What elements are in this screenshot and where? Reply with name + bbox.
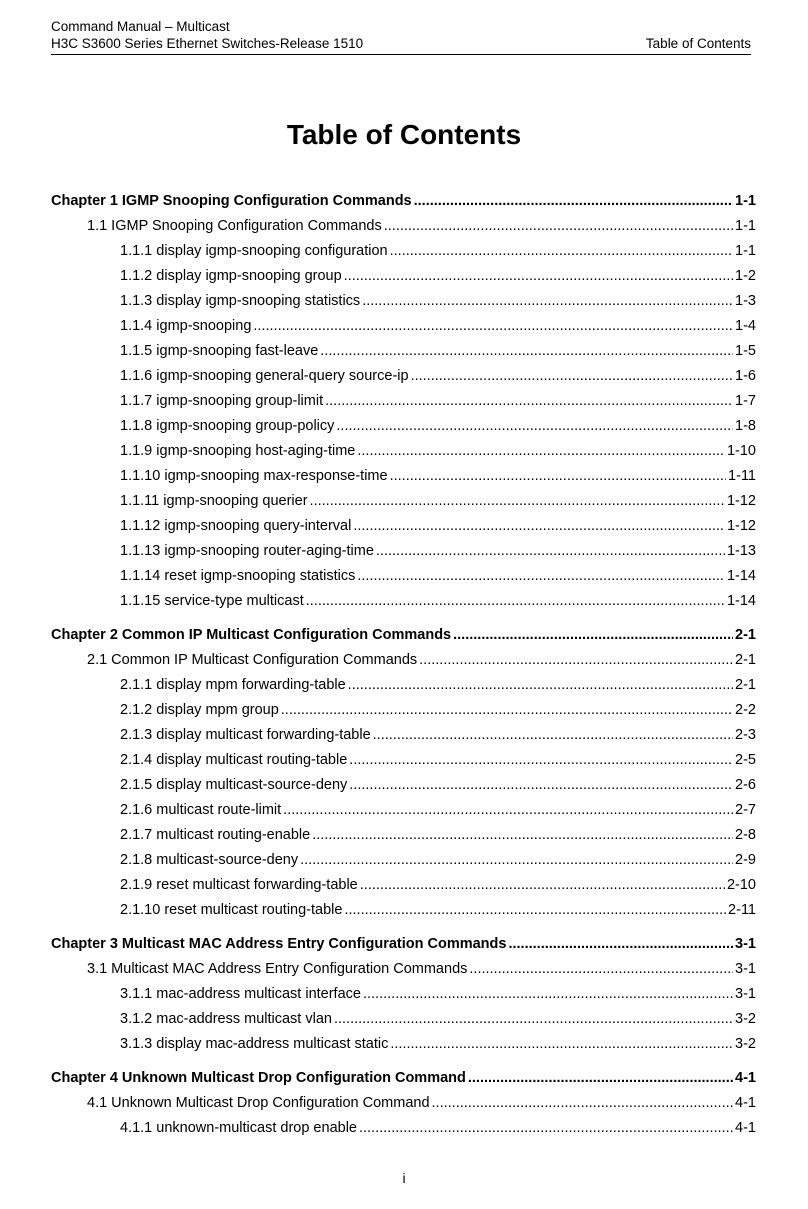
toc-chapter-entry[interactable] [51,623,756,648]
toc-subsection-entry[interactable] [51,239,756,264]
toc-subsection-entry[interactable] [51,898,756,923]
toc-leader-dots [414,189,733,214]
toc-entry-page: 2-3 [735,727,756,743]
toc-leader-dots [376,539,725,564]
toc-leader-dots [468,1066,733,1091]
toc-leader-dots [310,489,725,514]
toc-entry-title: 2.1.3 display multicast forwarding-table [120,727,371,743]
toc-subsection-entry[interactable] [51,364,756,389]
toc-section-entry[interactable] [51,648,756,673]
toc-entry-page: 3-2 [735,1036,756,1052]
toc-entry-title: Chapter 3 Multicast MAC Address Entry Configuration Commands [51,936,507,952]
toc-entry-page: 1-11 [728,468,756,484]
toc-entry-page: 1-13 [726,543,756,559]
toc-entry-page: 1-12 [726,493,756,509]
page-number: i [402,1170,406,1186]
toc-leader-dots [312,823,733,848]
toc-entry-page: 1-1 [735,193,756,209]
toc-subsection-entry[interactable] [51,564,756,589]
toc-subsection-entry[interactable] [51,489,756,514]
page-title: Table of Contents [286,119,522,150]
toc-chapter-entry[interactable] [51,189,756,214]
toc-leader-dots [390,1032,733,1057]
toc-entry-page: 1-5 [735,343,756,359]
toc-entry-page: 2-1 [735,652,756,668]
toc-entry-page: 1-1 [735,243,756,259]
toc-entry-page: 2-1 [735,627,756,643]
toc-subsection-entry[interactable] [51,982,756,1007]
toc-entry-title: 1.1.1 display igmp-snooping configuration [120,243,388,259]
toc-leader-dots [306,589,725,614]
toc-entry-title: Chapter 2 Common IP Multicast Configuration Commands [51,627,452,643]
toc-subsection-entry[interactable] [51,873,756,898]
toc-entry-page: 1-1 [735,218,756,234]
toc-entry-title: 1.1.13 igmp-snooping router-aging-time [120,543,374,559]
toc-leader-dots [453,623,733,648]
toc-entry-title: 1.1.3 display igmp-snooping statistics [120,293,361,309]
toc-entry-page: 1-12 [726,518,756,534]
toc-subsection-entry[interactable] [51,773,756,798]
toc-subsection-entry[interactable] [51,1116,756,1141]
toc-entry-title: 2.1.6 multicast route-limit [120,802,282,818]
toc-leader-dots [283,798,733,823]
toc-entry-page: 1-14 [726,593,756,609]
toc-subsection-entry[interactable] [51,823,756,848]
toc-entry-title: 1.1.5 igmp-snooping fast-leave [120,343,319,359]
toc-entry-page: 2-2 [735,702,756,718]
toc-leader-dots [348,673,733,698]
toc-subsection-entry[interactable] [51,798,756,823]
toc-section-entry[interactable] [51,957,756,982]
toc-leader-dots [362,289,733,314]
toc-leader-dots [253,314,733,339]
toc-leader-dots [349,773,733,798]
toc-subsection-entry[interactable] [51,748,756,773]
toc-entry-title: 1.1.14 reset igmp-snooping statistics [120,568,356,584]
product-release: H3C S3600 Series Ethernet Switches-Release 1510 [51,36,364,51]
toc-entry-title: 3.1.1 mac-address multicast interface [120,986,361,1002]
toc-entry-page: 1-4 [735,318,756,334]
toc-subsection-entry[interactable] [51,414,756,439]
toc-subsection-entry[interactable] [51,1032,756,1057]
toc-entry-title: 1.1.6 igmp-snooping general-query source-ip [120,368,409,384]
toc-list [51,189,756,1141]
toc-entry-title: 1.1.12 igmp-snooping query-interval [120,518,352,534]
toc-entry-title: 2.1.7 multicast routing-enable [120,827,311,843]
toc-leader-dots [419,648,733,673]
toc-leader-dots [384,214,733,239]
toc-entry-title: 1.1.4 igmp-snooping [120,318,252,334]
toc-subsection-entry[interactable] [51,339,756,364]
toc-entry-title: 1.1.7 igmp-snooping group-limit [120,393,324,409]
toc-subsection-entry[interactable] [51,264,756,289]
toc-entry-page: 3-1 [735,936,756,952]
toc-leader-dots [360,873,725,898]
toc-leader-dots [373,723,733,748]
toc-entry-page: 1-6 [735,368,756,384]
toc-entry-title: 3.1 Multicast MAC Address Entry Configuration Commands [87,961,468,977]
toc-subsection-entry[interactable] [51,589,756,614]
toc-entry-title: 1.1.15 service-type multicast [120,593,304,609]
toc-leader-dots [334,1007,733,1032]
toc-leader-dots [359,1116,733,1141]
toc-leader-dots [344,264,733,289]
toc-entry-title: 3.1.3 display mac-address multicast static [120,1036,389,1052]
toc-subsection-entry[interactable] [51,698,756,723]
toc-entry-title: 2.1.1 display mpm forwarding-table [120,677,346,693]
toc-subsection-entry[interactable] [51,1007,756,1032]
toc-leader-dots [349,748,733,773]
toc-entry-title: 2.1.9 reset multicast forwarding-table [120,877,358,893]
toc-leader-dots [390,464,726,489]
toc-leader-dots [390,239,733,264]
toc-entry-page: 4-1 [735,1070,756,1086]
toc-entry-title: 4.1.1 unknown-multicast drop enable [120,1120,357,1136]
manual-title: Command Manual – Multicast [51,19,230,34]
toc-entry-page: 2-7 [735,802,756,818]
toc-entry-page: 2-8 [735,827,756,843]
toc-subsection-entry[interactable] [51,723,756,748]
toc-leader-dots [357,564,725,589]
toc-entry-page: 2-5 [735,752,756,768]
toc-subsection-entry[interactable] [51,464,756,489]
toc-section-entry[interactable] [51,214,756,239]
toc-leader-dots [432,1091,734,1116]
toc-entry-page: 1-7 [735,393,756,409]
toc-entry-page: 4-1 [735,1095,756,1111]
toc-subsection-entry[interactable] [51,539,756,564]
toc-entry-page: 1-10 [726,443,756,459]
toc-entry-title: 3.1.2 mac-address multicast vlan [120,1011,332,1027]
toc-entry-page: 1-8 [735,418,756,434]
toc-subsection-entry[interactable] [51,514,756,539]
toc-entry-page: 4-1 [735,1120,756,1136]
toc-entry-title: 1.1 IGMP Snooping Configuration Commands [87,218,382,234]
toc-entry-page: 1-3 [735,293,756,309]
toc-entry-title: 1.1.9 igmp-snooping host-aging-time [120,443,356,459]
toc-entry-title: 1.1.2 display igmp-snooping group [120,268,342,284]
toc-entry-page: 2-11 [728,902,756,918]
toc-leader-dots [363,982,733,1007]
toc-entry-title: 1.1.10 igmp-snooping max-response-time [120,468,388,484]
toc-leader-dots [411,364,733,389]
toc-subsection-entry[interactable] [51,439,756,464]
toc-leader-dots [300,848,733,873]
toc-entry-page: 2-10 [726,877,756,893]
toc-leader-dots [508,932,733,957]
toc-leader-dots [357,439,725,464]
toc-leader-dots [344,898,726,923]
toc-entry-title: 2.1 Common IP Multicast Configuration Commands [87,652,418,668]
toc-leader-dots [469,957,733,982]
toc-entry-page: 3-1 [735,961,756,977]
section-name: Table of Contents [645,36,751,51]
toc-subsection-entry[interactable] [51,314,756,339]
toc-entry-title: 1.1.11 igmp-snooping querier [120,493,308,509]
toc-entry-title: 2.1.2 display mpm group [120,702,279,718]
toc-entry-title: 4.1 Unknown Multicast Drop Configuration Command [87,1095,430,1111]
toc-entry-page: 3-2 [735,1011,756,1027]
toc-leader-dots [353,514,725,539]
toc-entry-page: 2-1 [735,677,756,693]
toc-entry-page: 2-9 [735,852,756,868]
toc-entry-title: 2.1.8 multicast-source-deny [120,852,299,868]
toc-chapter-entry[interactable] [51,932,756,957]
toc-entry-title: 2.1.5 display multicast-source-deny [120,777,348,793]
toc-entry-page: 1-2 [735,268,756,284]
toc-subsection-entry[interactable] [51,389,756,414]
toc-entry-title: 1.1.8 igmp-snooping group-policy [120,418,335,434]
toc-entry-page: 2-6 [735,777,756,793]
toc-subsection-entry[interactable] [51,673,756,698]
toc-leader-dots [325,389,733,414]
toc-entry-title: Chapter 1 IGMP Snooping Configuration Commands [51,193,412,209]
toc-leader-dots [336,414,733,439]
toc-subsection-entry[interactable] [51,289,756,314]
toc-entry-page: 1-14 [726,568,756,584]
toc-leader-dots [281,698,733,723]
toc-chapter-entry[interactable] [51,1066,756,1091]
toc-entry-page: 3-1 [735,986,756,1002]
toc-leader-dots [320,339,733,364]
toc-section-entry[interactable] [51,1091,756,1116]
toc-entry-title: 2.1.4 display multicast routing-table [120,752,348,768]
toc-entry-title: 2.1.10 reset multicast routing-table [120,902,343,918]
page-header [51,19,751,55]
toc-subsection-entry[interactable] [51,848,756,873]
toc-entry-title: Chapter 4 Unknown Multicast Drop Configuration Command [51,1070,466,1086]
